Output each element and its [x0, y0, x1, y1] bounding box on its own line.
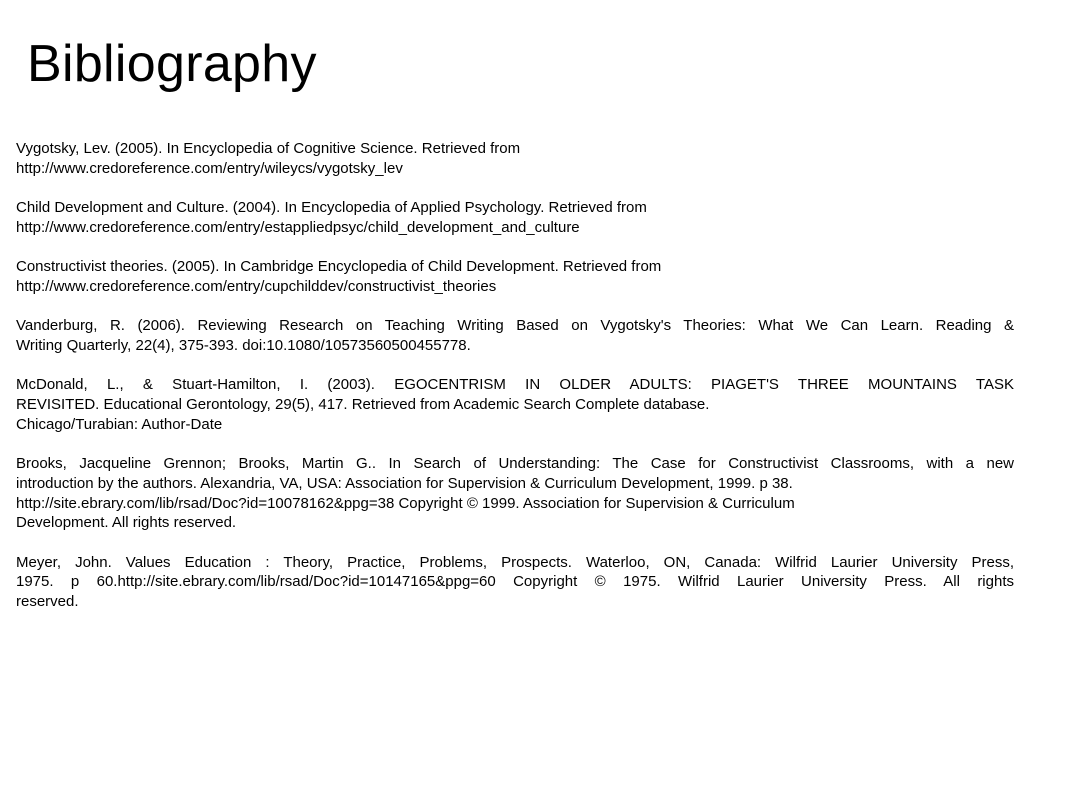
entry-url: http://www.credoreference.com/entry/wileycs/vygotsky_lev: [16, 159, 403, 177]
bibliography-entry: [16, 198, 1014, 237]
bibliography-entry: [16, 316, 1014, 355]
entry-line: McDonald, L., & Stuart-Hamilton, I. (2003). EGOCENTRISM IN OLDER ADULTS: PIAGET'S THREE MOUNTAINS TASK: [16, 376, 1014, 394]
bibliography-entry: [16, 553, 1014, 612]
entry-line: 1975. p 60.http://site.ebrary.com/lib/rsad/Doc?id=10147165&ppg=60 Copyright © 1975. Wilfrid Laurier University Press. All rights: [16, 573, 1014, 591]
entry-line: Chicago/Turabian: Author-Date: [16, 415, 223, 433]
entry-url: http://www.credoreference.com/entry/estappliedpsyc/child_development_and_culture: [16, 218, 580, 236]
entry-line: Development. All rights reserved.: [16, 514, 237, 532]
bibliography-entry: [16, 454, 1014, 533]
entry-line: introduction by the authors. Alexandria, VA, USA: Association for Supervision & Curriculum Development, 1999. p 38.: [16, 474, 793, 492]
entry-line: REVISITED. Educational Gerontology, 29(5), 417. Retrieved from Academic Search Complete database.: [16, 396, 710, 414]
entry-url: http://www.credoreference.com/entry/cupchilddev/constructivist_theories: [16, 277, 497, 295]
page-title: Bibliography: [27, 35, 317, 93]
entry-line: Writing Quarterly, 22(4), 375-393. doi:10.1080/10573560500455778.: [16, 336, 471, 354]
entry-line: Brooks, Jacqueline Grennon; Brooks, Martin G.. In Search of Understanding: The Case for Constructivist Classrooms, with a new: [16, 455, 1014, 473]
entry-line: Constructivist theories. (2005). In Cambridge Encyclopedia of Child Development. Retrieved from: [16, 258, 662, 276]
entry-line: Meyer, John. Values Education : Theory, Practice, Problems, Prospects. Waterloo, ON, Canada: Wilfrid Laurier University Press,: [16, 553, 1014, 571]
bibliography-entry: [16, 375, 1014, 434]
entry-line: Vygotsky, Lev. (2005). In Encyclopedia of Cognitive Science. Retrieved from: [16, 140, 521, 157]
entry-line: Child Development and Culture. (2004). In Encyclopedia of Applied Psychology. Retrieved from: [16, 199, 647, 217]
bibliography-entry: [16, 139, 1014, 178]
entry-line: reserved.: [16, 593, 79, 611]
entry-line: Vanderburg, R. (2006). Reviewing Research on Teaching Writing Based on Vygotsky's Theories: What We Can Learn. Reading &: [16, 317, 1014, 335]
entry-url: http://site.ebrary.com/lib/rsad/Doc?id=10078162&ppg=38 Copyright © 1999. Association for Supervision & Curriculum: [16, 494, 795, 512]
bibliography-list: [16, 139, 1014, 631]
bibliography-entry: [16, 257, 1014, 296]
